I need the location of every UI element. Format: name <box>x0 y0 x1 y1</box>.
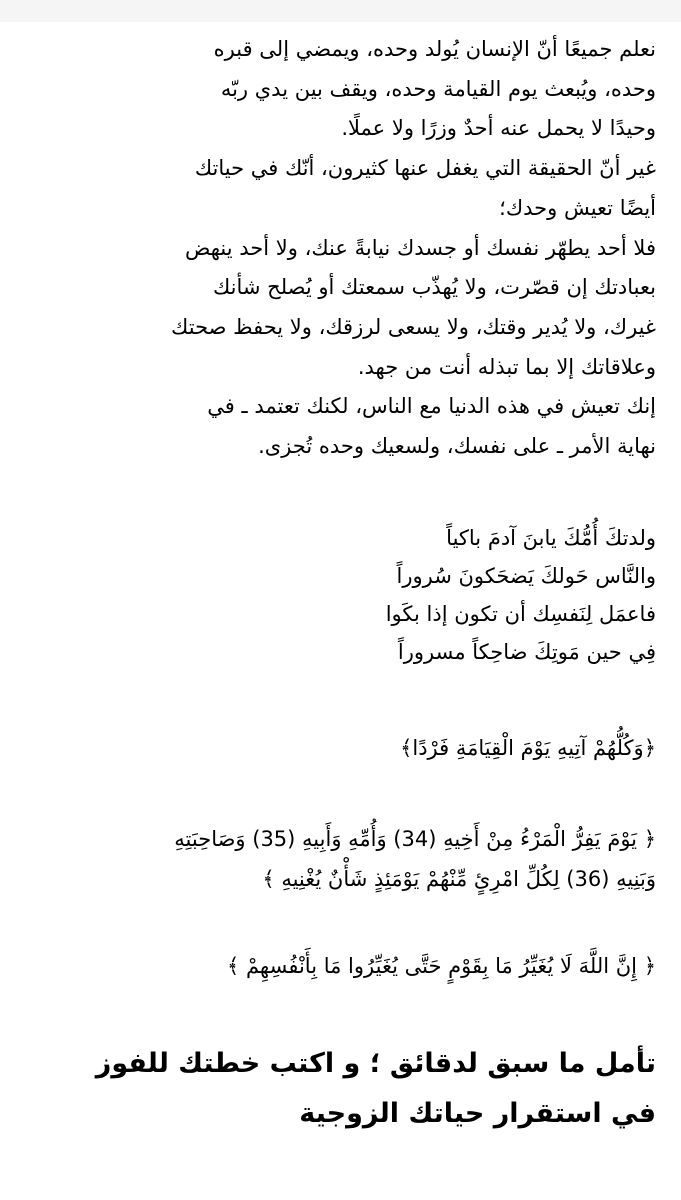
prose-line: نعلم جميعًا أنّ الإنسان يُولد وحده، ويمضي إلى قبره <box>213 37 656 61</box>
article-body <box>22 30 656 1139</box>
intro-paragraph <box>22 30 656 467</box>
verse-line: ﴿ يَوْمَ يَفِرُّ الْمَرْءُ مِنْ أَخِيهِ (34) وَأُمِّهِ وَأَبِيهِ (35) وَصَاحِبَتِهِ <box>174 826 656 851</box>
prose-line: وحيدًا لا يحمل عنه أحدٌ وزرًا ولا عملًا. <box>341 116 656 141</box>
prose-line: إنك تعيش في هذه الدنيا مع الناس، لكنك تعتمد ـ في <box>207 394 656 419</box>
quran-verse-change: ﴿ إِنَّ اللَّهَ لَا يُغَيِّرُ مَا بِقَوْمٍ حَتَّى يُغَيِّرُوا مَا بِأَنْفُسِهِمْ ﴾ <box>226 953 656 978</box>
prose-line: وعلاقاتك إلا بما تبذله أنت من جهد. <box>357 354 656 379</box>
verse-line: وَبَنِيهِ (36) لِكُلِّ امْرِئٍ مِّنْهُمْ يَوْمَئِذٍ شَأْنٌ يُغْنِيهِ ﴾ <box>262 866 656 891</box>
closing-call-to-action <box>22 1039 656 1139</box>
prose-line: غيرك، ولا يُدير وقتك، ولا يسعى لرزقك، ولا يحفظ صحتك <box>171 314 656 339</box>
prose-line: أيضًا تعيش وحدك؛ <box>499 195 656 220</box>
prose-line: وحده، ويُبعث يوم القيامة وحده، ويقف بين يدي ربّه <box>220 76 656 101</box>
quran-verse-flee <box>22 819 656 899</box>
poem <box>22 519 656 671</box>
quran-verse-alone: ﴿وَكُلُّهُمْ آتِيهِ يَوْمَ الْقِيَامَةِ فَرْدًا﴾ <box>400 735 656 760</box>
prose-line: فلا أحد يطهّر نفسك أو جسدك نيابةً عنك، ولا أحد ينهض <box>185 235 656 260</box>
closing-line: في استقرار حياتك الزوجية <box>299 1097 656 1129</box>
prose-line: غير أنّ الحقيقة التي يغفل عنها كثيرون، أنّك في حياتك <box>194 156 656 181</box>
poem-line: والنَّاس حَولكَ يَضحَكونَ سُروراً <box>396 563 656 588</box>
poem-line: فاعمَل لِنَفسِك أن تكون إذا بكَوا <box>385 601 656 626</box>
poem-line: ولدتكَ أُمُّكَ يابنَ آدمَ باكياً <box>446 525 656 550</box>
prose-line: بعبادتك إن قصّرت، ولا يُهذّب سمعتك أو يُصلح شأنك <box>212 275 656 300</box>
closing-line: تأمل ما سبق لدقائق ؛ و اكتب خطتك للفوز <box>95 1047 656 1079</box>
poem-line: فِي حين مَوتِكَ ضاحِكاً مسروراً <box>397 639 656 664</box>
prose-line: نهاية الأمر ـ على نفسك، ولسعيك وحده تُجزى. <box>258 434 656 459</box>
top-bar <box>0 0 681 22</box>
